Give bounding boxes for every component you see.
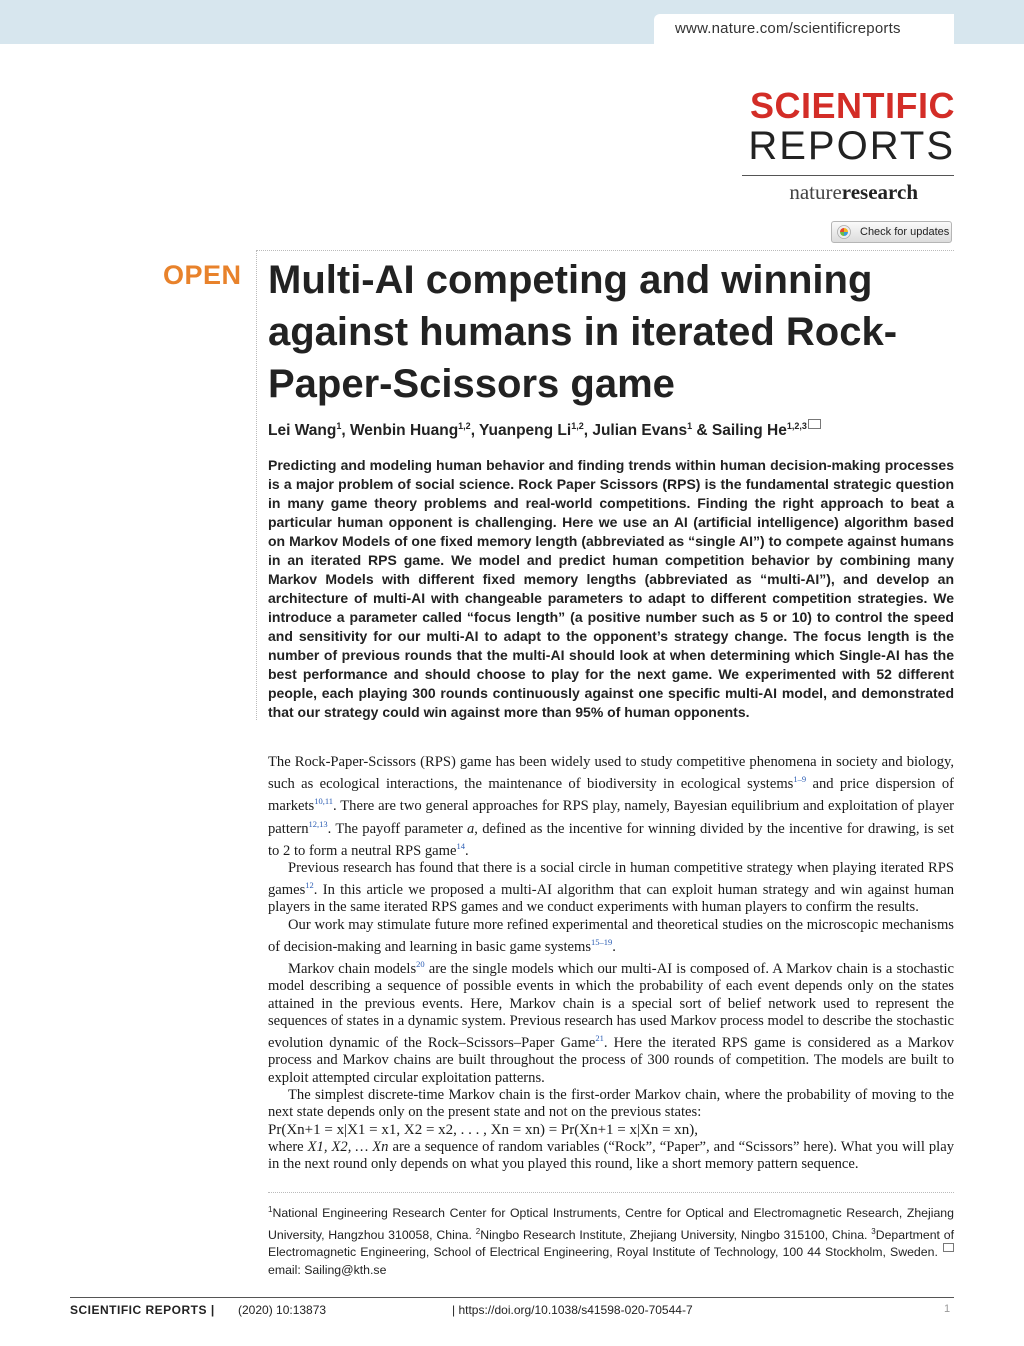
footer-doi-link[interactable]: | https://doi.org/10.1038/s41598-020-70544-7 [452, 1303, 693, 1317]
author-name[interactable]: Julian Evans [592, 422, 688, 440]
affiliation-text: National Engineering Research Center for Optical Instruments, Centre for Optical and Electromagnetic Research, Zhejiang University, Hangzhou 310058, China. [268, 1206, 954, 1242]
affiliation-marker: 1 [268, 1205, 273, 1214]
body-text: . Here the iterated RPS game is considered as a Markov process and Markov chains are built throughout the process of 300 rounds of competition. The models are built to exploit attempted circular exploitation patterns. [268, 1035, 954, 1086]
publisher-logo-part1: nature [789, 180, 842, 204]
affiliation-marker: 3 [871, 1226, 876, 1236]
body-text: are a sequence of random variables (“Rock”, “Paper”, and “Scissors” here). What you will play in the next round only depends on what you played this round, like a short memory pattern sequence. [268, 1138, 954, 1173]
body-text: Our work may stimulate future more refined experimental and theoretical studies on the microscopic mechanisms of decision-making and learning in basic game systems [268, 916, 954, 955]
abstract: Predicting and modeling human behavior and finding trends within human decision-making processes is a major problem of social science. Rock Paper Scissors (RPS) is the fundamental strategic question in many game theory problems and real-world competitions. Finding the right approach to beat a particular human opponent is challenging. Here we use an AI (artificial intelligence) algorithm based on Markov Models of one fixed memory length (abbreviated as “single AI”) to compete against humans in an iterated RPS game. We model and predict human competition behavior by combining many Markov Models with different fixed memory lengths (abbreviated as “multi-AI”), and develop an architecture of multi-AI with changeable parameters to adapt to different competition strategies. We introduce a parameter called “focus length” (a positive number such as 5 or 10) to control the speed and sensitivity for our multi-AI to adapt to the opponent’s strategy change. The focus length is the number of previous rounds that the multi-AI should look at when determining which Single-AI has the best performance and should choose to play for the next game. We experimented with 52 different people, each playing 300 rounds continuously against one specific multi-AI model, and demonstrated that our strategy could win against more than 95% of human opponents. [268, 457, 954, 720]
body-text: . In this article we proposed a multi-AI algorithm that can exploit human strategy and win against human players in the same iterated RPS games and we conduct experiments with human players to confirm the results. [268, 882, 954, 916]
journal-logo-line2: REPORTS [748, 124, 955, 168]
author-list [268, 421, 948, 440]
citation-link[interactable]: 14 [456, 840, 465, 851]
body-paragraph [268, 917, 954, 956]
citation-link[interactable]: 12,13 [308, 818, 328, 829]
body-text: . The payoff parameter [327, 820, 467, 837]
header-divider [256, 250, 954, 251]
markov-equation: Pr(Xn+1 = x|X1 = x1, X2 = x2, . . . , Xn = xn) = Pr(Xn+1 = x|Xn = xn), [268, 1121, 699, 1138]
author-separator: , [470, 422, 480, 440]
author-name[interactable]: Lei Wang [268, 422, 337, 440]
footer-divider [70, 1297, 954, 1298]
publisher-logo [742, 180, 918, 205]
author-name[interactable]: Yuanpeng Li [479, 422, 572, 440]
body-text: . There are two general approaches for RPS play, namely, Bayesian equilibrium and exploitation of player pattern [268, 798, 954, 837]
citation-link[interactable]: 20 [416, 959, 425, 970]
citation-link[interactable]: 1–9 [793, 774, 807, 785]
body-paragraph [268, 956, 954, 1087]
author-separator: , [341, 422, 350, 440]
body-paragraph [268, 1087, 954, 1122]
author-name[interactable]: Wenbin Huang [349, 422, 459, 440]
envelope-icon[interactable] [808, 419, 821, 429]
author-affiliation: 1,2,3 [786, 421, 807, 431]
crossmark-icon [837, 225, 851, 239]
math-variable: X1, X2, … Xn [307, 1138, 389, 1155]
body-text: The Rock-Paper-Scissors (RPS) game has been widely used to study competitive phenomena in society and biology, such as ecological interactions, the maintenance of biodiversity in ecological systems [268, 754, 954, 793]
check-for-updates-button[interactable] [831, 221, 952, 243]
affiliation-text: Ningbo Research Institute, Zhejiang University, Ningbo 315100, China. [480, 1227, 872, 1242]
author-separator: , [583, 422, 593, 440]
footer-journal: SCIENTIFIC REPORTS | [70, 1303, 215, 1317]
article-body [268, 754, 954, 1173]
author-separator: & [692, 422, 712, 440]
check-for-updates-label: Check for updates [860, 226, 950, 238]
body-text: Markov chain models [288, 960, 417, 977]
author-affiliation: 1 [336, 421, 342, 431]
margin-divider [256, 250, 257, 720]
article-title: Multi-AI competing and winning against humans in iterated Rock-Paper-Scissors game [268, 258, 898, 406]
body-text: where [268, 1138, 308, 1155]
open-access-label: OPEN [163, 260, 242, 290]
journal-url[interactable]: www.nature.com/scientificreports [675, 20, 901, 37]
footnote-divider [268, 1192, 954, 1193]
corresponding-email[interactable]: email: Sailing@kth.se [268, 1262, 387, 1277]
affiliations-footnote [268, 1201, 954, 1279]
affiliation-text: Department of Electromagnetic Engineering, School of Electrical Engineering, Royal Institute of Technology, 100 44 Stockholm, Sweden. [268, 1227, 955, 1260]
citation-link[interactable]: 10,11 [314, 796, 334, 807]
body-text: and price dispersion of markets [268, 776, 955, 815]
citation-link[interactable]: 12 [305, 880, 314, 891]
body-text: . [612, 938, 616, 955]
body-paragraph [268, 1139, 954, 1174]
author-affiliation: 1 [687, 421, 693, 431]
footer-volume: (2020) 10:13873 [238, 1303, 327, 1317]
body-text: . [464, 842, 469, 859]
author-affiliation: 1,2 [571, 421, 584, 431]
citation-link[interactable]: 15–19 [591, 936, 613, 947]
page-number: 1 [944, 1303, 951, 1315]
body-paragraph [268, 860, 954, 917]
author-name[interactable]: Sailing He [711, 422, 787, 440]
body-text: are the single models which our multi-AI is composed of. A Markov chain is a stochastic model describing a sequence of possible events in which the probability of each event depends only on the states attained in the previous events. Here, Markov chain is a special sort of belief network used to represent the sequences of states in a dynamic system. Previous research has used Markov process model to describe the stochastic evolution dynamic of the Rock–Scissors–Paper Game [268, 960, 955, 1052]
body-paragraph [268, 754, 954, 860]
body-text: , defined as the incentive for winning divided by the incentive for drawing, is set to 2 to form a neutral RPS game [268, 820, 954, 859]
body-text: Previous research has found that there is a social circle in human competitive strategy when playing iterated RPS games [268, 859, 954, 899]
math-variable: a [467, 820, 475, 837]
body-text: The simplest discrete-time Markov chain is the first-order Markov chain, where the probability of moving to the next state depends only on the present state and not on the previous states: [268, 1086, 954, 1121]
citation-link[interactable]: 21 [595, 1033, 604, 1044]
logo-divider [742, 175, 954, 176]
journal-logo-line1: SCIENTIFIC [749, 85, 955, 126]
author-affiliation: 1,2 [458, 421, 471, 431]
affiliation-marker: 2 [475, 1226, 481, 1236]
envelope-icon [943, 1243, 954, 1252]
publisher-logo-part2: research [841, 180, 918, 204]
